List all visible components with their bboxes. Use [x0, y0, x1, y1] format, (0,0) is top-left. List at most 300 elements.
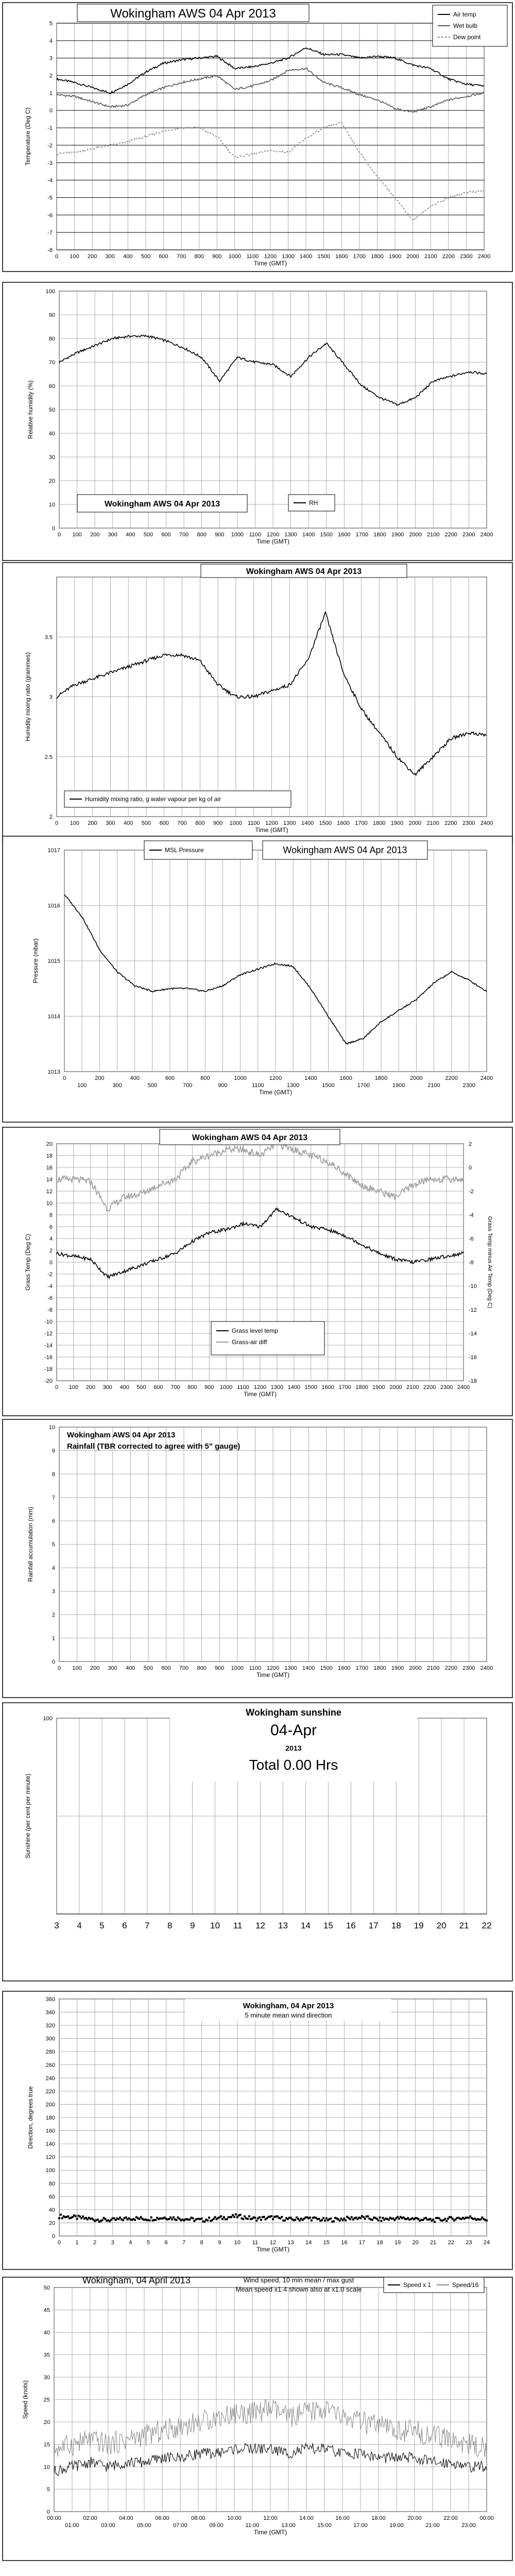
- y-tick-label: 80: [48, 336, 55, 342]
- x-tick-label: 2300: [462, 532, 475, 538]
- x-tick-label: 1700: [338, 1384, 351, 1391]
- y2-tick-label: -16: [469, 1354, 477, 1361]
- x-tick-label: 13: [287, 2240, 294, 2246]
- y2-tick-label: -18: [469, 1378, 477, 1384]
- wind-direction-point: [173, 2216, 175, 2218]
- wind-direction-point: [349, 2218, 351, 2220]
- y-tick-label: 0: [46, 2509, 50, 2515]
- x-axis-label: Time (GMT): [253, 2529, 287, 2536]
- legend-label: Dew point: [453, 33, 481, 41]
- x-tick-label: 200: [90, 532, 100, 538]
- x-tick-label: 600: [159, 253, 168, 260]
- y-tick-label: 2: [49, 814, 53, 820]
- x-tick-label: 2400: [480, 820, 493, 826]
- x-tick-label: 1100: [252, 1082, 264, 1089]
- x-tick-label: 300: [105, 253, 115, 260]
- y-tick-label: 30: [43, 2375, 50, 2381]
- wind-direction-point: [203, 2221, 205, 2223]
- x-tick-label: 00:00: [47, 2515, 61, 2521]
- x-tick-label: 17: [368, 1921, 379, 1930]
- x-tick-label: 900: [204, 1384, 214, 1391]
- wind-direction-point: [226, 2218, 228, 2220]
- x-tick-label: 2400: [480, 532, 493, 538]
- x-tick-label: 200: [95, 1075, 105, 1081]
- y-tick-label: -10: [44, 1319, 53, 1325]
- x-tick-label: 0: [57, 1665, 61, 1671]
- wind-direction-point: [235, 2213, 237, 2215]
- x-tick-label: 800: [187, 1384, 197, 1391]
- x-tick-label: 22: [482, 1921, 492, 1930]
- x-tick-label: 1200: [269, 1075, 282, 1081]
- wind-direction-point: [254, 2217, 256, 2219]
- x-tick-label: 7: [182, 2240, 186, 2246]
- x-tick-label: 24: [483, 2240, 490, 2246]
- y2-tick-label: -10: [469, 1283, 477, 1290]
- wind-direction-point: [364, 2218, 366, 2220]
- y-tick-label: 0: [49, 108, 53, 114]
- y2-tick-label: -2: [469, 1189, 474, 1195]
- chart-title: Wokingham, 04 Apr 2013: [243, 2002, 334, 2010]
- x-tick-label: 800: [197, 1665, 207, 1671]
- x-tick-label: 900: [215, 532, 225, 538]
- x-tick-label: 15: [323, 1921, 333, 1930]
- x-axis-label: Time (GMT): [255, 826, 288, 834]
- wind-direction-point: [284, 2219, 286, 2222]
- wind-direction-point: [154, 2219, 157, 2221]
- y-tick-label: 60: [48, 383, 55, 389]
- x-tick-label: 2300: [462, 820, 475, 826]
- x-tick-label: 100: [72, 532, 82, 538]
- x-tick-label: 1000: [234, 1075, 247, 1081]
- x-tick-label: 900: [218, 1082, 228, 1089]
- wind-direction-point: [171, 2218, 173, 2221]
- x-tick-label: 1900: [372, 1384, 385, 1391]
- x-tick-label: 8: [200, 2240, 203, 2246]
- x-tick-label: 1600: [338, 1665, 351, 1671]
- x-tick-label: 300: [112, 1082, 122, 1089]
- y-tick-label: 5: [46, 2486, 50, 2493]
- x-tick-label: 1900: [390, 820, 404, 826]
- x-tick-label: 04:00: [119, 2515, 133, 2521]
- x-tick-label: 1200: [264, 253, 277, 260]
- wind-direction-point: [122, 2219, 124, 2221]
- chart-year: 2013: [285, 1744, 302, 1752]
- x-tick-label: 2: [93, 2240, 97, 2246]
- y-tick-label: -18: [44, 1366, 53, 1372]
- chart-2: [3, 282, 512, 561]
- x-tick-label: 1500: [322, 1082, 335, 1089]
- y-tick-label: 7: [52, 1495, 55, 1501]
- x-tick-label: 700: [179, 1665, 189, 1671]
- wind-direction-point: [318, 2218, 320, 2220]
- wind-direction-point: [339, 2219, 341, 2222]
- y-tick-label: 15: [43, 2442, 50, 2448]
- x-tick-label: 1900: [391, 532, 404, 538]
- x-tick-label: 4: [77, 1921, 82, 1930]
- x-tick-label: 600: [161, 1665, 171, 1671]
- wind-direction-point: [322, 2217, 324, 2219]
- wind-direction-point: [270, 2215, 272, 2217]
- y-tick-label: 50: [43, 2285, 50, 2291]
- chart-title: Wokingham AWS 04 Apr 2013: [192, 1133, 308, 1142]
- wind-direction-point: [325, 2217, 328, 2219]
- x-tick-label: 3: [111, 2240, 114, 2246]
- y2-axis-label: Grass Temp minus Air Temp (Deg C): [487, 1216, 493, 1309]
- x-tick-label: 1000: [229, 820, 243, 826]
- y2-tick-label: -4: [469, 1212, 474, 1218]
- x-tick-label: 800: [194, 253, 204, 260]
- x-tick-label: 500: [136, 1384, 146, 1391]
- y-tick-label: 100: [45, 2167, 55, 2174]
- x-tick-label: 300: [106, 820, 115, 826]
- x-tick-label: 1800: [371, 253, 384, 260]
- y-tick-label: 100: [43, 1716, 53, 1722]
- x-tick-label: 100: [77, 1082, 87, 1089]
- x-tick-label: 18: [376, 2240, 383, 2246]
- x-tick-label: 08:00: [191, 2515, 205, 2521]
- x-tick-label: 05:00: [137, 2522, 151, 2529]
- y-tick-label: 25: [43, 2397, 50, 2403]
- x-tick-label: 300: [108, 532, 117, 538]
- x-tick-label: 07:00: [173, 2522, 187, 2529]
- chart-total: Total 0.00 Hrs: [249, 1757, 338, 1773]
- wind-direction-point: [429, 2218, 431, 2220]
- wind-direction-point: [324, 2219, 326, 2222]
- y-tick-label: 240: [45, 2075, 55, 2082]
- x-tick-label: 900: [213, 820, 223, 826]
- x-tick-label: 1200: [266, 532, 280, 538]
- x-tick-label: 400: [123, 253, 133, 260]
- wind-direction-point: [367, 2215, 369, 2217]
- y-tick-label: -14: [44, 1343, 53, 1349]
- wind-direction-point: [330, 2217, 332, 2219]
- x-tick-label: 10: [234, 2240, 241, 2246]
- wind-direction-point: [101, 2219, 104, 2221]
- x-tick-label: 700: [176, 253, 186, 260]
- y-tick-label: 90: [48, 312, 55, 318]
- x-tick-label: 1600: [337, 820, 350, 826]
- x-tick-label: 100: [70, 253, 79, 260]
- x-tick-label: 1400: [287, 1384, 301, 1391]
- x-tick-label: 500: [143, 1665, 153, 1671]
- x-tick-label: 2100: [426, 820, 439, 826]
- x-tick-label: 200: [87, 253, 97, 260]
- x-tick-label: 23: [466, 2240, 472, 2246]
- x-tick-label: 1800: [373, 1665, 386, 1671]
- wind-direction-point: [201, 2217, 203, 2219]
- wind-direction-point: [309, 2216, 311, 2218]
- x-tick-label: 03:00: [101, 2522, 115, 2529]
- wind-direction-point: [260, 2219, 262, 2221]
- wind-direction-point: [281, 2216, 283, 2218]
- x-tick-label: 22: [448, 2240, 454, 2246]
- y-tick-label: 180: [45, 2115, 55, 2121]
- y-tick-label: 35: [43, 2352, 50, 2359]
- x-tick-label: 1400: [304, 1075, 317, 1081]
- y-tick-label: 1016: [47, 903, 60, 909]
- y-tick-label: 2: [49, 73, 53, 79]
- y-tick-label: 20: [43, 2419, 50, 2426]
- wind-direction-point: [321, 2219, 323, 2221]
- wind-direction-point: [233, 2216, 235, 2218]
- x-tick-label: 800: [195, 820, 205, 826]
- x-tick-label: 1300: [286, 1082, 300, 1089]
- x-tick-label: 700: [170, 1384, 180, 1391]
- x-tick-label: 2300: [462, 1665, 475, 1671]
- x-tick-label: 17: [358, 2240, 366, 2246]
- x-tick-label: 8: [167, 1921, 173, 1930]
- wind-direction-point: [75, 2215, 77, 2217]
- x-tick-label: 1300: [284, 1665, 297, 1671]
- x-tick-label: 1100: [249, 1665, 262, 1671]
- y2-tick-label: -8: [469, 1260, 474, 1266]
- x-tick-label: 11: [252, 2240, 259, 2246]
- chart-subtitle: Rainfall (TBR corrected to agree with 5" gauge): [67, 1442, 241, 1451]
- wind-direction-point: [263, 2216, 265, 2218]
- y-tick-label: 220: [45, 2088, 55, 2095]
- y-tick-label: 140: [45, 2141, 55, 2148]
- x-tick-label: 800: [197, 532, 207, 538]
- x-tick-label: 9: [190, 1921, 195, 1930]
- x-tick-label: 600: [153, 1384, 163, 1391]
- wind-direction-point: [244, 2215, 246, 2217]
- wind-direction-point: [259, 2216, 261, 2218]
- y-tick-label: -2: [47, 142, 53, 149]
- x-tick-label: 1200: [266, 1665, 280, 1671]
- y-tick-label: 18: [46, 1153, 53, 1159]
- y-tick-label: 10: [48, 1425, 55, 1431]
- wind-direction-point: [297, 2218, 299, 2220]
- y-tick-label: -8: [47, 1307, 53, 1313]
- y-axis-label: Grass Temp (Deg C): [24, 1234, 31, 1291]
- wind-direction-point: [445, 2220, 448, 2222]
- x-tick-label: 1100: [237, 1384, 249, 1391]
- x-tick-label: 2000: [410, 1075, 423, 1081]
- x-tick-label: 1400: [302, 1665, 315, 1671]
- y-tick-label: -12: [44, 1331, 53, 1337]
- y-tick-label: 4: [49, 1236, 53, 1242]
- y-tick-label: -4: [47, 1283, 53, 1290]
- wind-direction-point: [104, 2218, 106, 2220]
- wind-direction-point: [214, 2216, 216, 2218]
- x-tick-label: 12: [269, 2240, 277, 2246]
- y-tick-label: 3.5: [44, 634, 53, 641]
- x-tick-label: 02:00: [83, 2515, 97, 2521]
- x-tick-label: 400: [130, 1075, 140, 1081]
- wind-direction-point: [294, 2219, 296, 2221]
- wind-direction-point: [380, 2220, 382, 2222]
- y-tick-label: 6: [49, 1224, 53, 1230]
- y2-tick-label: 2: [469, 1141, 472, 1147]
- y-axis-label: Relative humidity (%): [27, 380, 34, 439]
- chart-title: Wokingham sunshine: [246, 1707, 341, 1718]
- x-tick-label: 0: [55, 253, 59, 260]
- chart-subtitle: Mean speed x1.4 shown also at x1.0 scale: [235, 2285, 362, 2293]
- x-tick-label: 1700: [355, 532, 369, 538]
- x-tick-label: 2200: [444, 532, 458, 538]
- y-tick-label: 70: [48, 360, 55, 366]
- x-tick-label: 100: [70, 820, 79, 826]
- x-tick-label: 500: [147, 1082, 158, 1089]
- x-tick-label: 14:00: [299, 2515, 314, 2521]
- x-tick-label: 0: [57, 2240, 61, 2246]
- wind-direction-point: [438, 2217, 440, 2219]
- y-tick-label: 20: [46, 1141, 53, 1147]
- wind-direction-point: [192, 2217, 194, 2219]
- wind-direction-point: [125, 2216, 127, 2218]
- x-tick-label: 2000: [409, 1665, 422, 1671]
- y-tick-label: 20: [48, 478, 55, 484]
- y-tick-label: 2: [52, 1612, 55, 1618]
- y-tick-label: 8: [49, 1212, 53, 1218]
- x-tick-label: 1800: [374, 1075, 388, 1081]
- x-tick-label: 2200: [445, 1075, 458, 1081]
- x-tick-label: 1900: [392, 1082, 405, 1089]
- x-tick-label: 100: [68, 1384, 79, 1391]
- y-tick-label: 6: [52, 1518, 55, 1524]
- wind-direction-point: [345, 2219, 347, 2222]
- x-tick-label: 13:00: [281, 2522, 296, 2529]
- x-tick-label: 2100: [427, 1082, 440, 1089]
- wind-direction-point: [232, 2214, 234, 2216]
- chart-subtitle: 5 minute mean wind direction: [245, 2011, 332, 2019]
- x-tick-label: 100: [72, 1665, 82, 1671]
- x-axis-label: Time (GMT): [256, 538, 290, 545]
- x-tick-label: 12: [255, 1921, 265, 1930]
- x-tick-label: 1200: [253, 1384, 267, 1391]
- x-tick-label: 22:00: [443, 2515, 458, 2521]
- y-tick-label: 300: [45, 2036, 55, 2042]
- x-tick-label: 1600: [321, 1384, 334, 1391]
- wind-direction-point: [67, 2215, 69, 2217]
- y-tick-label: 3: [52, 1588, 55, 1595]
- x-tick-label: 2200: [442, 253, 455, 260]
- wind-direction-point: [434, 2221, 436, 2223]
- wind-direction-point: [272, 2218, 274, 2220]
- y-axis-label: Temperature (Deg C): [24, 107, 31, 166]
- wind-direction-point: [208, 2216, 210, 2218]
- x-tick-label: 14: [305, 2240, 312, 2246]
- wind-direction-point: [248, 2215, 250, 2217]
- chart-3: [3, 563, 512, 843]
- wind-direction-point: [255, 2219, 258, 2222]
- x-tick-label: 0: [55, 820, 59, 826]
- x-tick-label: 600: [161, 532, 171, 538]
- y-tick-label: 80: [48, 2180, 55, 2187]
- y2-tick-label: -12: [469, 1307, 477, 1313]
- wind-direction-point: [432, 2218, 434, 2221]
- y-tick-label: 60: [48, 2194, 55, 2200]
- x-tick-label: 10: [210, 1921, 220, 1930]
- x-tick-label: 1300: [282, 253, 295, 260]
- y-tick-label: 40: [43, 2330, 50, 2336]
- y-axis-label: Sunshine (per cent per minute): [24, 1773, 31, 1859]
- x-tick-label: 400: [126, 532, 135, 538]
- x-tick-label: 1400: [301, 820, 314, 826]
- y-tick-label: 50: [48, 407, 55, 413]
- x-tick-label: 0: [57, 532, 61, 538]
- x-tick-label: 1000: [219, 1384, 233, 1391]
- x-tick-label: 1800: [373, 820, 386, 826]
- x-tick-label: 1200: [265, 820, 278, 826]
- x-tick-label: 2100: [406, 1384, 419, 1391]
- x-tick-label: 12:00: [263, 2515, 278, 2521]
- wind-direction-point: [351, 2216, 353, 2218]
- x-tick-label: 200: [85, 1384, 96, 1391]
- x-tick-label: 900: [215, 1665, 225, 1671]
- x-tick-label: 11: [233, 1921, 243, 1930]
- chart-9: [3, 2275, 512, 2561]
- y-tick-label: 20: [48, 2220, 55, 2227]
- x-tick-label: 1600: [335, 253, 348, 260]
- x-tick-label: 1500: [317, 253, 330, 260]
- x-tick-label: 2000: [408, 820, 422, 826]
- x-tick-label: 00:00: [479, 2515, 494, 2521]
- y-tick-label: 100: [45, 289, 55, 295]
- wind-direction-point: [61, 2217, 63, 2219]
- x-tick-label: 2100: [427, 1665, 440, 1671]
- y-tick-label: -8: [47, 247, 53, 253]
- chart-6: [3, 1419, 512, 1698]
- x-tick-label: 2000: [389, 1384, 402, 1391]
- x-tick-label: 300: [102, 1384, 112, 1391]
- wind-direction-point: [223, 2216, 225, 2218]
- y-tick-label: 10: [48, 502, 55, 508]
- y-tick-label: 2: [49, 1248, 53, 1254]
- y-tick-label: 16: [46, 1165, 53, 1171]
- y-tick-label: 4: [52, 1565, 55, 1571]
- x-tick-label: 2000: [406, 253, 419, 260]
- chart-title: Wokingham AWS 04 Apr 2013: [67, 1431, 176, 1439]
- y-tick-label: -4: [47, 177, 53, 184]
- x-tick-label: 14: [300, 1921, 311, 1930]
- y-tick-label: 320: [45, 2023, 55, 2029]
- y-tick-label: 340: [45, 2009, 55, 2016]
- x-tick-label: 1100: [247, 820, 260, 826]
- x-tick-label: 1900: [391, 1665, 404, 1671]
- y-tick-label: 260: [45, 2062, 55, 2069]
- x-tick-label: 2100: [427, 532, 440, 538]
- y-tick-label: 40: [48, 431, 55, 437]
- wind-direction-point: [247, 2218, 249, 2220]
- wind-direction-point: [134, 2219, 136, 2221]
- x-axis-label: Time (GMT): [253, 260, 287, 267]
- wind-direction-point: [359, 2217, 362, 2219]
- y-tick-label: 2.5: [44, 754, 53, 760]
- chart-7: [3, 1703, 512, 1981]
- y-tick-label: -5: [47, 195, 53, 201]
- legend-label: Grass-air diff: [232, 1338, 267, 1346]
- x-tick-label: 19: [394, 2240, 401, 2246]
- wind-direction-point: [242, 2218, 244, 2220]
- x-tick-label: 6: [164, 2240, 168, 2246]
- wind-direction-point: [333, 2220, 335, 2222]
- x-tick-label: 1600: [338, 532, 351, 538]
- y-axis-label: Humidity mixing ratio (grammes): [24, 652, 31, 741]
- x-tick-label: 09:00: [209, 2522, 224, 2529]
- x-tick-label: 10:00: [227, 2515, 242, 2521]
- x-tick-label: 20: [436, 1921, 447, 1930]
- x-tick-label: 18:00: [371, 2515, 386, 2521]
- wind-direction-point: [189, 2218, 191, 2221]
- x-tick-label: 2400: [477, 253, 491, 260]
- y-tick-label: -3: [47, 160, 53, 166]
- x-tick-label: 06:00: [155, 2515, 169, 2521]
- chart-title: Wokingham AWS 04 Apr 2013: [283, 845, 407, 855]
- y-tick-label: 1013: [47, 1069, 60, 1075]
- x-tick-label: 6: [122, 1921, 127, 1930]
- x-tick-label: 5: [146, 2240, 150, 2246]
